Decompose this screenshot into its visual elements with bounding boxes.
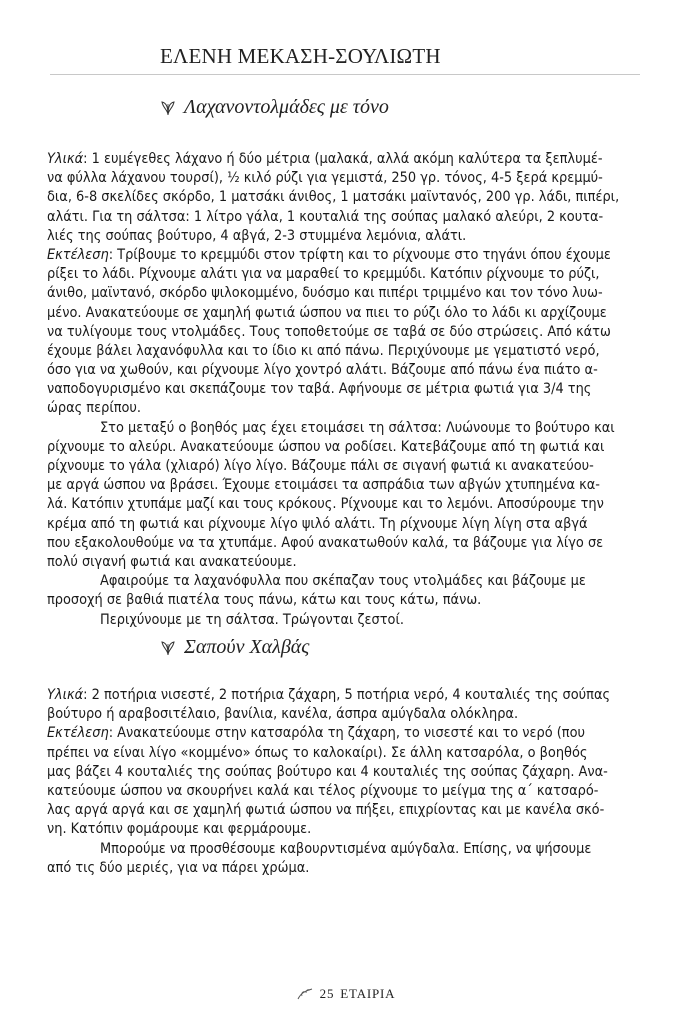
line-text: άνιθο, μαϊντανό, σκόρδο ψιλοκομμένο, δυόσμο και πιπέρι τριμμένο και τον τόνο λυω-: [47, 285, 603, 302]
section-label: Εκτέλεση: [47, 246, 109, 263]
text-line: [47, 763, 637, 782]
text-line: [47, 705, 637, 724]
page-number: 25: [319, 986, 335, 1001]
line-text: λιές της σούπας βούτυρο, 4 αβγά, 2-3 στυμμένα λεμόνια, αλάτι.: [47, 227, 467, 244]
line-text: : 2 ποτήρια νισεστέ, 2 ποτήρια ζάχαρη, 5 ποτήρια νερό, 4 κουταλιές της σούπας: [83, 687, 611, 703]
text-line: [47, 419, 637, 438]
text-line: [47, 782, 637, 801]
text-line: [47, 724, 637, 743]
recipe-title-2: [160, 636, 309, 659]
line-text: με αργά ώσπου να βράσει. Έχουμε ετοιμάσει τα ασπράδια των αβγών χτυπημένα κα-: [47, 477, 600, 494]
footer-label: ΕΤΑΙΡΙΑ: [340, 986, 396, 1001]
line-text: λά. Κατόπιν χτυπάμε μαζί και τους κρόκους. Ρίχνουμε και το λεμόνι. Αποσύρουμε την: [47, 496, 604, 513]
text-line: [47, 515, 637, 534]
line-text: προσοχή σε βαθιά πιατέλα τους πάνω, κάτω και τους κάτω, πάνω.: [47, 592, 482, 609]
line-text: να φύλλα λάχανου τουρσί), ½ κιλό ρύζι για γεμιστά, 250 γρ. τόνος, 4-5 ξερά κρεμμύ-: [47, 170, 603, 187]
line-text: ώρας περίπου.: [47, 400, 142, 417]
line-text: ρίχνουμε το αλεύρι. Ανακατεύουμε ώσπου να ροδίσει. Κατεβάζουμε από τη φωτιά και: [47, 438, 605, 455]
text-line: [47, 457, 637, 476]
text-line: [47, 265, 637, 284]
line-text: πολύ σιγανή φωτιά και ανακατεύουμε.: [47, 553, 297, 570]
line-text: από τις δύο μεριές, για να πάρει χρώμα.: [47, 859, 310, 876]
text-line: [47, 553, 637, 572]
line-text: Στο μεταξύ ο βοηθός μας έχει ετοιμάσει τη σάλτσα: Λυώνουμε το βούτυρο και: [100, 419, 615, 436]
line-text: ναποδογυρισμένο και σκεπάζουμε τον ταβά. Αφήνουμε σε μέτρια φωτιά για 3/4 της: [47, 381, 592, 398]
line-text: έχουμε βάλει λαχανόφυλλα και το ίδιο κι από πάνω. Περιχύνουμε με γεματιστό νερό,: [47, 342, 600, 359]
text-line: [47, 169, 637, 188]
text-line: [47, 361, 637, 380]
line-text: Μπορούμε να προσθέσουμε καβουρντισμένα αμύγδαλα. Επίσης, να ψήσουμε: [100, 840, 592, 857]
text-line: [47, 859, 637, 878]
line-text: αλάτι. Για τη σάλτσα: 1 λίτρο γάλα, 1 κουταλιά της σούπας μαλακό αλεύρι, 2 κουτα-: [47, 208, 604, 225]
text-line: [47, 611, 637, 630]
recipe-title-1: [160, 96, 389, 119]
line-text: να τυλίγουμε τους ντολμάδες. Τους τοποθετούμε σε ταβά σε δύο στρώσεις. Από κάτω: [47, 323, 611, 340]
recipe-title-text: Λαχανοντολμάδες με τόνο: [184, 96, 389, 118]
text-line: [47, 150, 637, 169]
line-text: μας βάζει 4 κουταλιές της σούπας βούτυρο και 4 κουταλιές της σούπας ζάχαρη. Ανα-: [47, 763, 608, 780]
text-line: [47, 227, 637, 246]
line-text: : Τρίβουμε το κρεμμύδι στον τρίφτη και το ρίχνουμε στο τηγάνι όπου έχουμε: [108, 246, 611, 263]
text-line: [47, 534, 637, 553]
line-text: βούτυρο ή αραβοσιτέλαιο, βανίλια, κανέλα, άσπρα αμύγδαλα ολόκληρα.: [47, 706, 519, 723]
section-label: Εκτέλεση: [47, 725, 109, 742]
line-text: μένο. Ανακατεύουμε σε χαμηλή φωτιά ώσπου να πιει το ρύζι όλο το λάδι κι αρχίζουμε: [47, 304, 607, 321]
text-line: [47, 476, 637, 495]
line-text: ρίχνουμε το γάλα (χλιαρό) λίγο λίγο. Βάζουμε πάλι σε σιγανή φωτιά κι ανακατεύου-: [47, 458, 594, 474]
line-text: λας αργά αργά και σε χαμηλή φωτιά ώσπου να πήξει, επιχρίοντας και με κανέλα σκό-: [47, 802, 605, 819]
line-text: νη. Κατόπιν φομάρουμε και φερμάρουμε.: [47, 821, 312, 838]
recipe-title-text: Σαπούν Χαλβάς: [184, 636, 310, 658]
line-text: δια, 6-8 σκελίδες σκόρδο, 1 ματσάκι άνιθος, 1 ματσάκι μαϊντανός, 200 γρ. λάδι, πιπέρι,: [47, 189, 620, 206]
page-header: [50, 44, 640, 75]
text-line: [47, 399, 637, 418]
line-text: που εξακολουθούμε να τα χτυπάμε. Αφού ανακατωθούν καλά, τα βάζουμε για λίγο σε: [47, 534, 604, 551]
text-line: [47, 246, 637, 265]
line-text: πρέπει να είναι λίγο «κομμένο» όπως το καλοκαίρι). Σε άλλη κατσαρόλα, ο βοηθός: [47, 744, 588, 761]
line-text: ρίξει το λάδι. Ρίχνουμε αλάτι για να μαραθεί το κρεμμύδι. Κατόπιν ρίχνουμε το ρύζι,: [47, 266, 600, 283]
leaf-icon: [160, 100, 176, 116]
text-line: [47, 686, 637, 705]
text-line: [47, 820, 637, 839]
text-line: [47, 208, 637, 227]
text-line: [47, 323, 637, 342]
text-line: [47, 495, 637, 514]
recipe-body-1: [47, 150, 637, 630]
section-label: Υλικά: [47, 151, 84, 167]
text-line: [47, 380, 637, 399]
line-text: Αφαιρούμε τα λαχανόφυλλα που σκέπαζαν τους ντολμάδες και βάζουμε με: [100, 573, 586, 590]
text-line: [47, 744, 637, 763]
ornament-icon: [296, 987, 314, 1001]
text-line: [47, 304, 637, 323]
line-text: κρέμα από τη φωτιά και ρίχνουμε λίγο ψιλό αλάτι. Τη ρίχνουμε λίγη λίγη στα αβγά: [47, 515, 588, 532]
text-line: [47, 342, 637, 361]
page-footer: [0, 986, 691, 1005]
line-text: κατεύουμε ώσπου να σκουρήνει καλά και τέλος ρίχνουμε το μείγμα της α΄ κατσαρό-: [47, 782, 599, 799]
text-line: [47, 591, 637, 610]
text-line: [47, 188, 637, 207]
text-line: [47, 572, 637, 591]
text-line: [47, 801, 637, 820]
recipe-body-2: [47, 686, 637, 878]
line-text: : 1 ευμέγεθες λάχανο ή δύο μέτρια (μαλακά, αλλά ακόμη καλύτερα τα ξεπλυμέ-: [83, 151, 603, 167]
leaf-icon: [160, 640, 176, 656]
text-line: [47, 284, 637, 303]
line-text: όσο για να χωθούν, και ρίχνουμε λίγο χοντρό αλάτι. Βάζουμε από πάνω ένα πιάτο α-: [47, 362, 598, 379]
line-text: Περιχύνουμε με τη σάλτσα. Τρώγονται ζεστοί.: [100, 611, 404, 628]
text-line: [47, 438, 637, 457]
text-line: [47, 840, 637, 859]
line-text: : Ανακατεύουμε στην κατσαρόλα τη ζάχαρη, το νισεστέ και το νερό (που: [108, 725, 585, 742]
author-heading: ΕΛΕΝΗ ΜΕΚΑΣΗ-ΣΟΥΛΙΩΤΗ: [160, 44, 441, 68]
section-label: Υλικά: [47, 687, 84, 703]
